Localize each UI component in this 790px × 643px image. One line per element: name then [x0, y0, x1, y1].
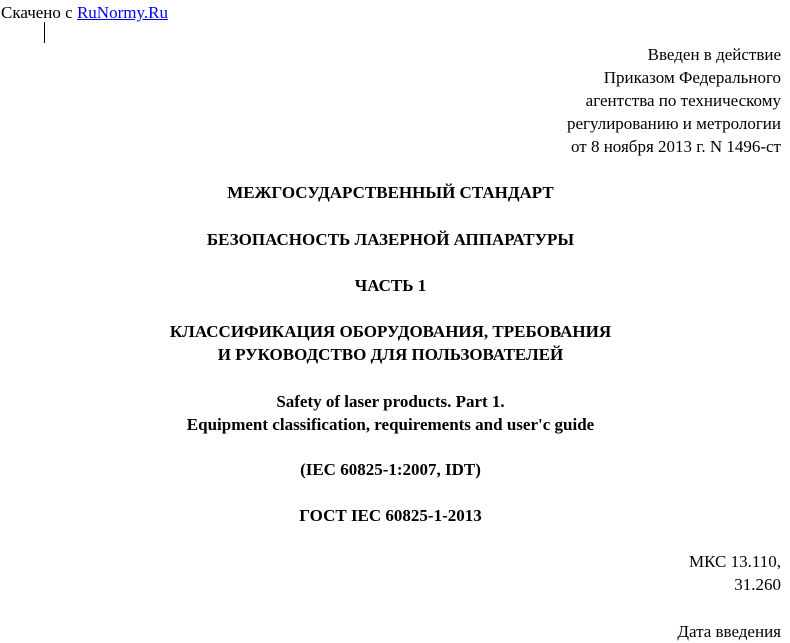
source-prefix: Скачено с [1, 3, 77, 22]
runormy-link[interactable]: RuNormy.Ru [76, 3, 168, 22]
mks-line-2: 31.260 [734, 575, 781, 594]
english-title [0, 390, 781, 436]
iec-reference: (IEC 60825-1:2007, IDT) [300, 460, 481, 479]
standard-title: БЕЗОПАСНОСТЬ ЛАЗЕРНОЙ АППАРАТУРЫ [206, 230, 575, 249]
gost-designation: ГОСТ IEC 60825-1-2013 [299, 506, 482, 525]
mks-code-block [689, 550, 781, 596]
approval-line: агентства по техническому [585, 91, 781, 110]
text-cursor [44, 22, 45, 43]
approval-line: регулированию и метрологии [566, 114, 781, 133]
source-attribution [1, 1, 168, 24]
approval-block [567, 43, 781, 158]
mks-line-1: МКС 13.110, [689, 552, 781, 571]
part-title [0, 320, 781, 366]
english-title-line-2: Equipment classification, requirements and user'c guide [186, 415, 595, 434]
part-title-line-2: И РУКОВОДСТВО ДЛЯ ПОЛЬЗОВАТЕЛЕЙ [217, 345, 564, 364]
english-title-line-1: Safety of laser products. Part 1. [276, 392, 505, 411]
part-title-line-1: КЛАССИФИКАЦИЯ ОБОРУДОВАНИЯ, ТРЕБОВАНИЯ [169, 322, 612, 341]
standard-type-heading: МЕЖГОСУДАРСТВЕННЫЙ СТАНДАРТ [227, 183, 554, 202]
intro-date-label: Дата введения [677, 622, 781, 641]
approval-line: от 8 ноября 2013 г. N 1496-ст [571, 137, 781, 156]
part-heading: ЧАСТЬ 1 [354, 276, 427, 295]
approval-line: Введен в действие [647, 45, 781, 64]
approval-line: Приказом Федерального [603, 68, 781, 87]
